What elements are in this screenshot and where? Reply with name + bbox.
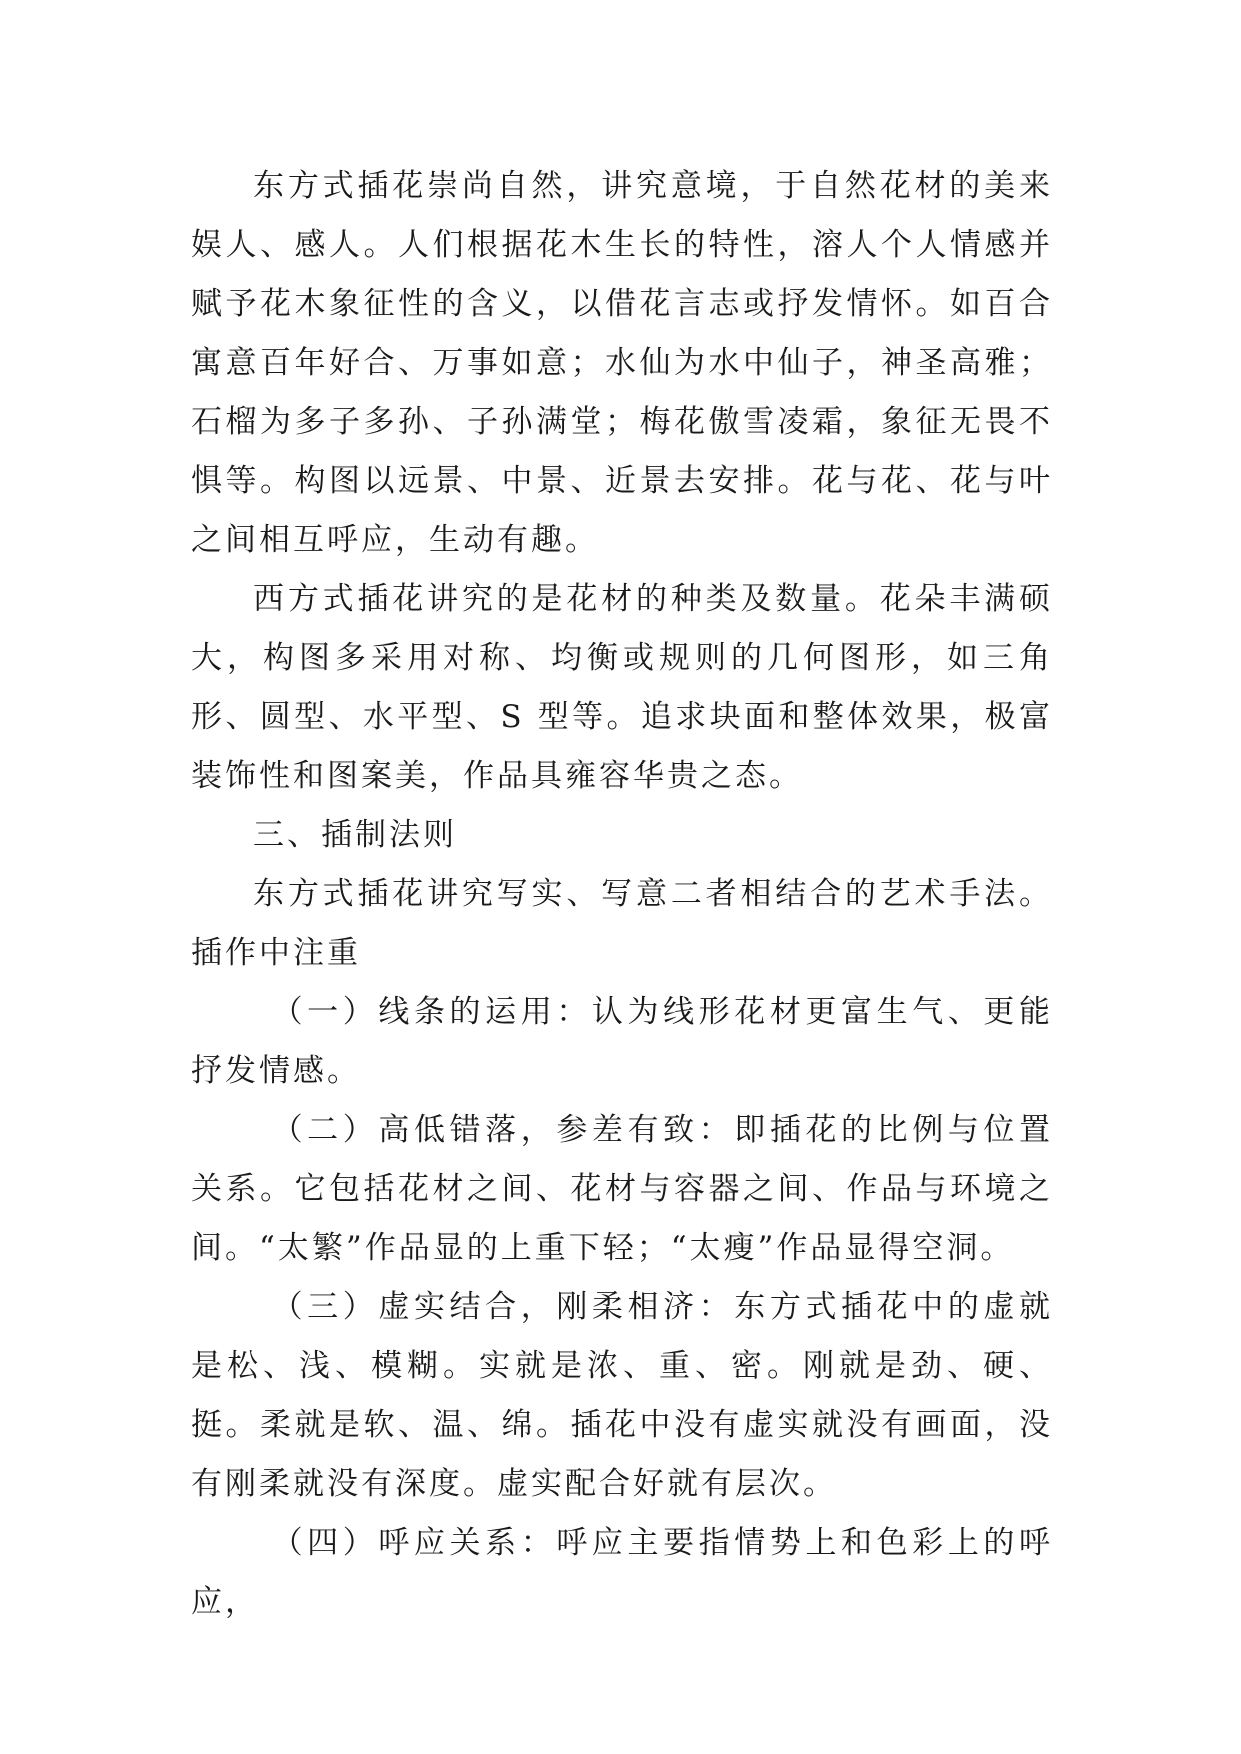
list-item-void-solid: （三）虚实结合，刚柔相济：东方式插花中的虚就是松、浅、模糊。实就是浓、重、密。刚就是劲、硬、挺。柔就是软、温、绵。插花中没有虚实就没有画面，没有刚柔就没有深度。虚实配合好就有层次。 [191,1289,1053,1502]
list-item-height: （二）高低错落，参差有致：即插花的比例与位置关系。它包括花材之间、花材与容器之间、作品与环境之间。“太繁”作品显的上重下轻；“太瘦”作品显得空洞。 [191,1112,1053,1266]
list-item-lines: （一）线条的运用：认为线形花材更富生气、更能抒发情感。 [191,994,1053,1089]
document-body [191,157,1053,1632]
list-item-echo: （四）呼应关系：呼应主要指情势上和色彩上的呼应， [191,1525,1053,1620]
paragraph-rules-intro: 东方式插花讲究写实、写意二者相结合的艺术手法。插作中注重 [191,876,1053,971]
paragraph-western-style: 西方式插花讲究的是花材的种类及数量。花朵丰满硕大，构图多采用对称、均衡或规则的几何图形，如三角形、圆型、水平型、S 型等。追求块面和整体效果，极富装饰性和图案美，作品具雍容华贵之态。 [191,581,1053,794]
section-heading-rules: 三、插制法则 [253,817,457,853]
paragraph-eastern-style: 东方式插花崇尚自然，讲究意境，于自然花材的美来娱人、感人。人们根据花木生长的特性，溶人个人情感并赋予花木象征性的含义，以借花言志或抒发情怀。如百合寓意百年好合、万事如意；水仙为水中仙子，神圣高雅；石榴为多子多孙、子孙满堂；梅花傲雪凌霜，象征无畏不惧等。构图以远景、中景、近景去安排。花与花、花与叶之间相互呼应，生动有趣。 [191,168,1053,558]
